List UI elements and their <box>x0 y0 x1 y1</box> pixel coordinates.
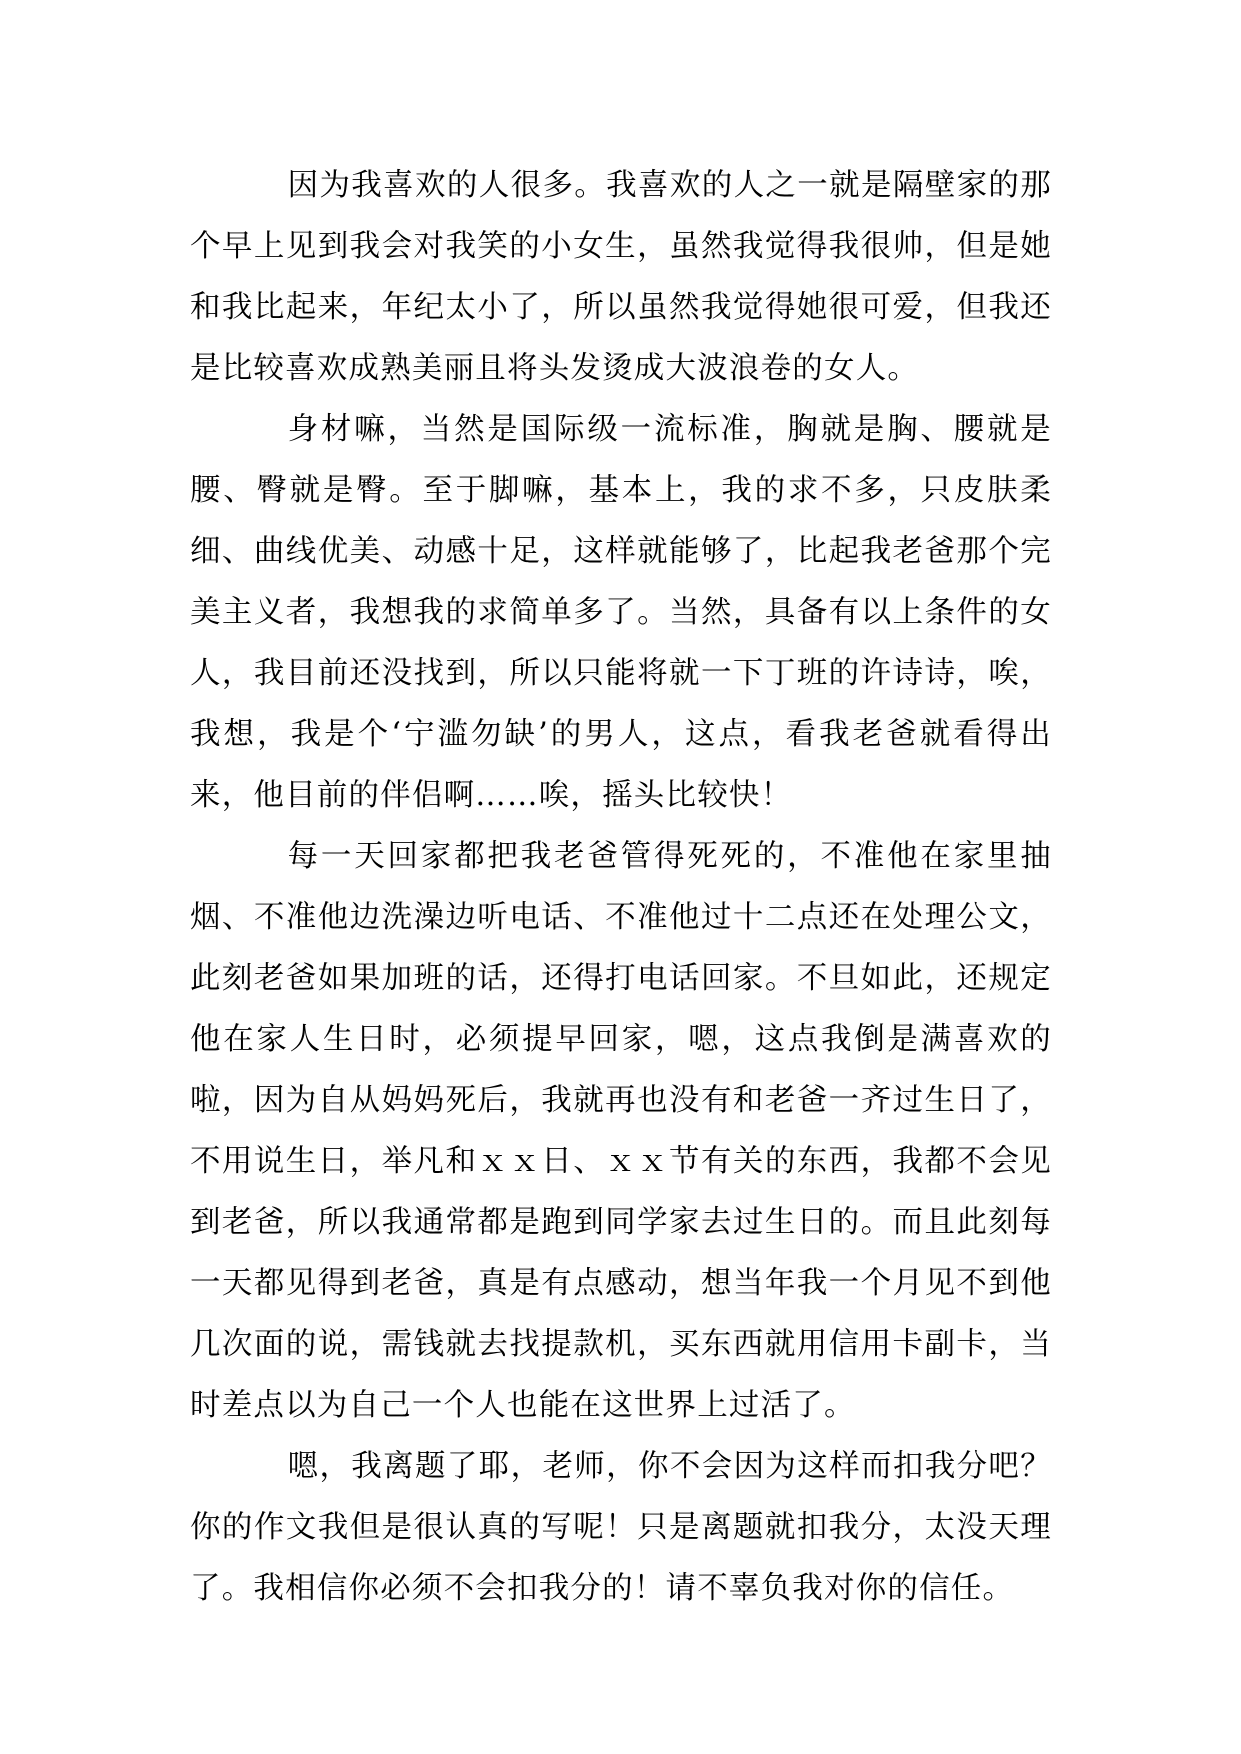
paragraph-1: 因为我喜欢的人很多。我喜欢的人之一就是隔壁家的那个早上见到我会对我笑的小女生，虽然我觉得我很帅，但是她和我比起来，年纪太小了，所以虽然我觉得她很可爱，但我还是比较喜欢成熟美丽且将头发烫成大波浪卷的女人。 <box>190 168 1052 386</box>
document-body <box>190 155 1052 1619</box>
paragraph-4: 嗯，我离题了耶，老师，你不会因为这样而扣我分吧？你的作文我但是很认真的写呢！只是离题就扣我分，太没天理了。我相信你必须不会扣我分的！请不辜负我对你的信任。 <box>190 1449 1052 1606</box>
paragraph-2: 身材嘛，当然是国际级一流标准，胸就是胸、腰就是腰、臀就是臀。至于脚嘛，基本上，我的求不多，只皮肤柔细、曲线优美、动感十足，这样就能够了，比起我老爸那个完美主义者，我想我的求简单多了。当然，具备有以上条件的女人，我目前还没找到，所以只能将就一下丁班的许诗诗，唉，我想，我是个‘宁滥勿缺’的男人，这点，看我老爸就看得出来，他目前的伴侣啊……唉，摇头比较快！ <box>190 412 1052 813</box>
paragraph-3: 每一天回家都把我老爸管得死死的，不准他在家里抽烟、不准他边洗澡边听电话、不准他过十二点还在处理公文，此刻老爸如果加班的话，还得打电话回家。不旦如此，还规定他在家人生日时，必须提早回家，嗯，这点我倒是满喜欢的啦，因为自从妈妈死后，我就再也没有和老爸一齐过生日了，不用说生日，举凡和ｘｘ日、ｘｘ节有关的东西，我都不会见到老爸，所以我通常都是跑到同学家去过生日的。而且此刻每一天都见得到老爸，真是有点感动，想当年我一个月见不到他几次面的说，需钱就去找提款机，买东西就用信用卡副卡，当时差点以为自己一个人也能在这世界上过活了。 <box>190 839 1052 1423</box>
